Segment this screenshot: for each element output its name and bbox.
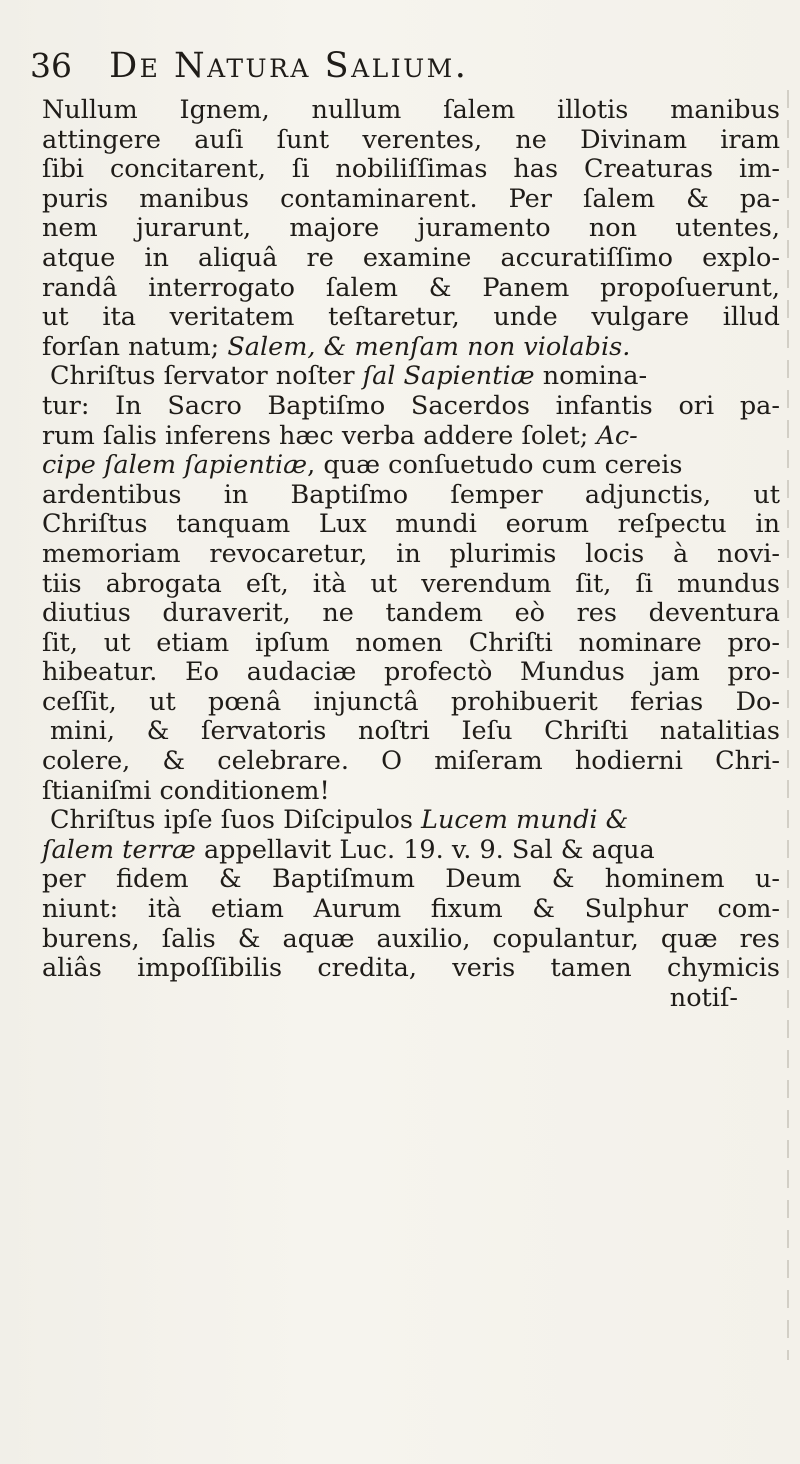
text-line: colere, & celebrare. O miſeram hodierni Chri- bbox=[42, 746, 780, 777]
text-line-mixed bbox=[20, 806, 780, 836]
text-line: puris manibus contaminarent. Per ſalem & pa- bbox=[42, 183, 780, 214]
text-line: tiis abrogata eſt, ità ut verendum ſit, ſi mundus bbox=[42, 568, 780, 599]
text-line: ut ita veritatem teſtaretur, unde vulgare illud bbox=[42, 302, 780, 333]
text-run: Chriſtus ipſe ſuos Diſcipulos bbox=[50, 805, 413, 836]
italic-term: ſal Sapientiæ bbox=[362, 361, 535, 392]
text-run: appellavit Luc. 19. v. 9. Sal & aqua bbox=[203, 834, 655, 865]
text-line: burens, ſalis & aquæ auxilio, copulantur, quæ res bbox=[42, 923, 780, 954]
text-line: Nullum Ignem, nullum ſalem illotis manibus bbox=[42, 95, 780, 125]
text-line: ſtianiſmi conditionem! bbox=[42, 775, 330, 806]
text-line: attingere auſi ſunt verentes, ne Divinam iram bbox=[42, 124, 780, 155]
text-line: ſibi concitarent, ſi nobiliſſimas has Creaturas im- bbox=[42, 154, 780, 185]
text-line: niunt: ità etiam Aurum fixum & Sulphur com- bbox=[42, 894, 780, 925]
text-line: atque in aliquâ re examine accuratiſſimo explo- bbox=[42, 242, 780, 273]
text-line: nem jurarunt, majore juramento non utentes, bbox=[42, 213, 780, 244]
running-head: De Natura Salium. bbox=[109, 46, 469, 86]
text-line: per fidem & Baptiſmum Deum & hominem u- bbox=[42, 864, 780, 895]
text-line: ſit, ut etiam ipſum nomen Chriſti nominare pro- bbox=[42, 627, 780, 658]
catchword: notiſ- bbox=[669, 982, 738, 1013]
text-line-mixed bbox=[20, 422, 780, 452]
text-line: ardentibus in Baptiſmo ſemper adjunctis, ut bbox=[42, 479, 780, 510]
text-run: rum ſalis inferens hæc verba addere ſolet; bbox=[42, 420, 589, 451]
text-line: diutius duraverit, ne tandem eò res deventura bbox=[42, 598, 780, 629]
italic-term: ſalem terræ bbox=[42, 834, 196, 865]
text-run: , quæ conſuetudo cum cereis bbox=[307, 450, 683, 481]
text-run: Chriſtus ſervator noſter bbox=[50, 361, 355, 392]
text-line: Chriſtus tanquam Lux mundi eorum reſpectu in bbox=[42, 509, 780, 540]
body-text bbox=[20, 96, 780, 1013]
italic-term: cipe ſalem ſapientiæ bbox=[42, 450, 308, 481]
text-line: aliâs impoſſibilis credita, veris tamen chymicis bbox=[42, 953, 780, 984]
text-line: memoriam revocaretur, in plurimis locis à novi- bbox=[42, 538, 780, 569]
text-line: randâ interrogato ſalem & Panem propoſuerunt, bbox=[42, 272, 780, 303]
text-line: ceſſit, ut pœnâ injunctâ prohibuerit ferias Do- bbox=[42, 686, 780, 717]
text-line-mixed bbox=[20, 362, 780, 392]
text-line: mini, & ſervatoris noſtri Ieſu Chriſti natalitias bbox=[50, 716, 780, 747]
page-number: 36 bbox=[30, 46, 72, 85]
text-run: nomina- bbox=[542, 361, 648, 392]
text-line-mixed bbox=[20, 333, 780, 363]
page-header bbox=[30, 46, 770, 96]
text-line: hibeatur. Eo audaciæ profectò Mundus jam pro- bbox=[42, 657, 780, 688]
italic-proverb: Salem, & menſam non violabis. bbox=[227, 331, 631, 362]
text-line-mixed bbox=[20, 451, 780, 481]
text-line-mixed bbox=[20, 836, 780, 866]
italic-term: Ac- bbox=[596, 420, 638, 451]
text-run: forſan natum; bbox=[42, 331, 220, 362]
italic-term: Lucem mundi & bbox=[421, 805, 629, 836]
gutter-shadow bbox=[787, 90, 789, 1360]
text-line: tur: In Sacro Baptiſmo Sacerdos infantis ori pa- bbox=[42, 390, 780, 421]
